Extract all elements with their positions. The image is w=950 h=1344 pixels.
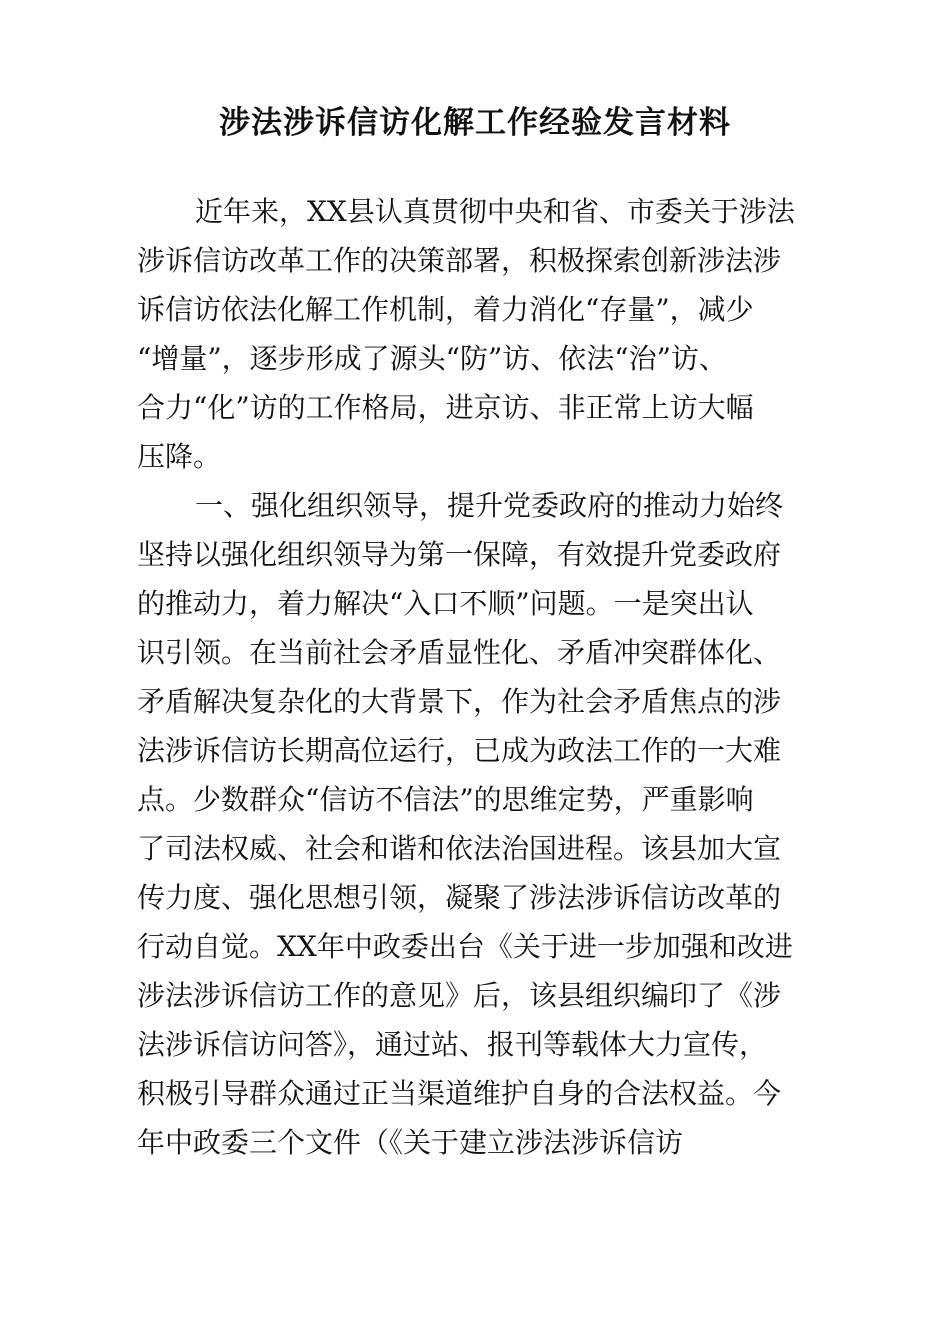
section-heading-line: 一、强化组织领导，提升党委政府的推动力始终 bbox=[195, 489, 784, 522]
paragraph-line: “增量”，逐步形成了源头“防”访、依法“治”访、 bbox=[137, 342, 727, 375]
paragraph-line: 法涉诉信访长期高位运行，已成为政法工作的一大难 bbox=[137, 734, 782, 767]
paragraph-line: 了司法权威、社会和谐和依法治国进程。该县加大宣 bbox=[137, 832, 782, 865]
paragraph-line: 积极引导群众通过正当渠道维护自身的合法权益。今 bbox=[137, 1077, 782, 1110]
document-body bbox=[137, 187, 827, 1167]
paragraph-line: 矛盾解决复杂化的大背景下，作为社会矛盾焦点的涉 bbox=[137, 685, 782, 718]
paragraph-line: 压降。 bbox=[137, 440, 222, 473]
paragraph-line: 诉信访依法化解工作机制，着力消化“存量”，减少 bbox=[137, 293, 754, 326]
paragraph-line: 近年来，XX县认真贯彻中央和省、市委关于涉法 bbox=[195, 195, 795, 228]
paragraph-line: 合力“化”访的工作格局，进京访、非正常上访大幅 bbox=[137, 391, 754, 424]
paragraph-line: 识引领。在当前社会矛盾显性化、矛盾冲突群体化、 bbox=[137, 636, 782, 669]
paragraph-line: 行动自觉。XX年中政委出台《关于进一步加强和改进 bbox=[137, 930, 793, 963]
paragraph-line: 坚持以强化组织领导为第一保障，有效提升党委政府 bbox=[137, 538, 782, 571]
paragraph-line: 涉诉信访改革工作的决策部署，积极探索创新涉法涉 bbox=[137, 244, 782, 277]
paragraph-line: 点。少数群众“信访不信法”的思维定势，严重影响 bbox=[137, 783, 754, 816]
paragraph-line: 年中政委三个文件（《关于建立涉法涉诉信访 bbox=[137, 1126, 684, 1159]
paragraph-line: 涉法涉诉信访工作的意见》后，该县组织编印了《涉 bbox=[137, 979, 782, 1012]
paragraph-line: 传力度、强化思想引领，凝聚了涉法涉诉信访改革的 bbox=[137, 881, 782, 914]
paragraph-line: 法涉诉信访问答》，通过站、报刊等载体大力宣传， bbox=[137, 1028, 768, 1061]
document-title: 涉法涉诉信访化解工作经验发言材料 bbox=[219, 105, 731, 141]
paragraph-line: 的推动力，着力解决“入口不顺”问题。一是突出认 bbox=[137, 587, 754, 620]
